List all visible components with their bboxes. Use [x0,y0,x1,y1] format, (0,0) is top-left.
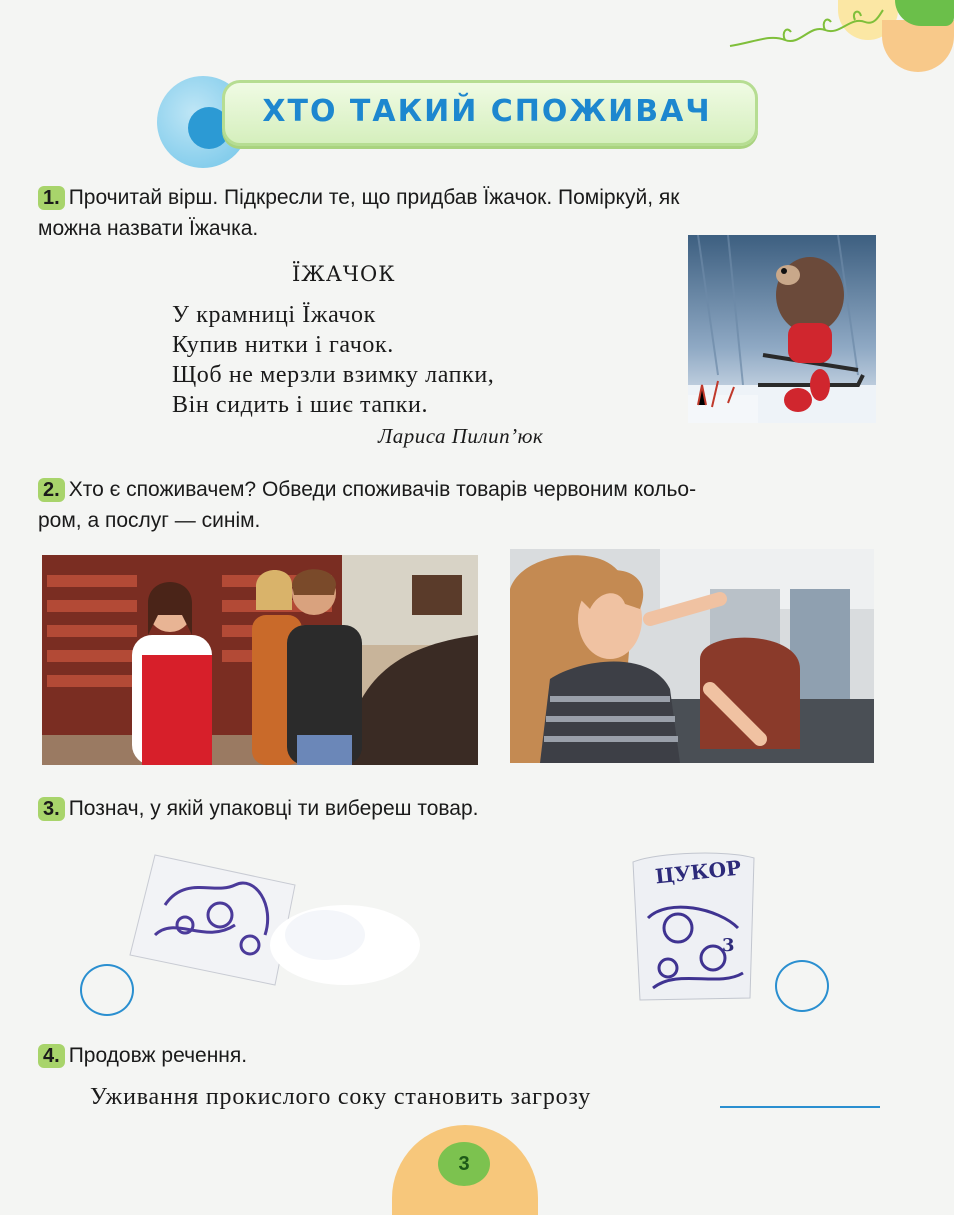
shop-photo [42,555,478,765]
task-text: можна назвати Їжачка. [38,217,259,240]
task-text: Прочитай вірш. Підкресли те, що придбав Їжачок. Поміркуй, як [68,186,680,209]
answer-circle-right[interactable] [775,960,829,1012]
task-text: Хто є споживачем? Обведи споживачів товарів червоним кольо- [68,478,697,501]
task-number: 1. [38,186,65,210]
page-number: 3 [438,1142,490,1186]
vine-decoration [725,4,885,54]
task-number: 3. [38,797,65,821]
task-number: 2. [38,478,65,502]
task-text: Познач, у якій упаковці ти вибереш товар. [68,797,479,820]
hedgehog-photo [688,235,876,423]
sentence-start: Уживання прокислого соку становить загрозу [90,1084,591,1110]
corner-decoration [882,20,954,72]
poem-line: У крамниці Їжачок [172,302,376,328]
open-sugar-bag [125,845,425,995]
answer-line[interactable] [720,1106,880,1108]
poem-line: Він сидить і шиє тапки. [172,392,429,418]
hairdresser-photo [510,549,874,763]
task-number: 4. [38,1044,65,1068]
task-2 [38,474,888,536]
sugar-bag-label: ЦУКОР [653,855,743,889]
page-title: ХТО ТАКИЙ СПОЖИВАЧ [262,94,712,129]
poem-line: Щоб не мерзли взимку лапки, [172,362,495,388]
task-4 [38,1040,888,1071]
poem-line: Купив нитки і гачок. [172,332,394,358]
task-text: Продовж речення. [68,1044,248,1067]
sugar-bag-weight: 3 [722,935,735,956]
answer-circle-left[interactable] [80,964,134,1016]
task-text: ром, а послуг — синім. [38,509,261,532]
task-3 [38,793,888,824]
poem-author: Лариса Пилип’юк [378,424,544,448]
poem-title: ЇЖАЧОК [292,262,396,286]
poem-body [172,300,494,420]
